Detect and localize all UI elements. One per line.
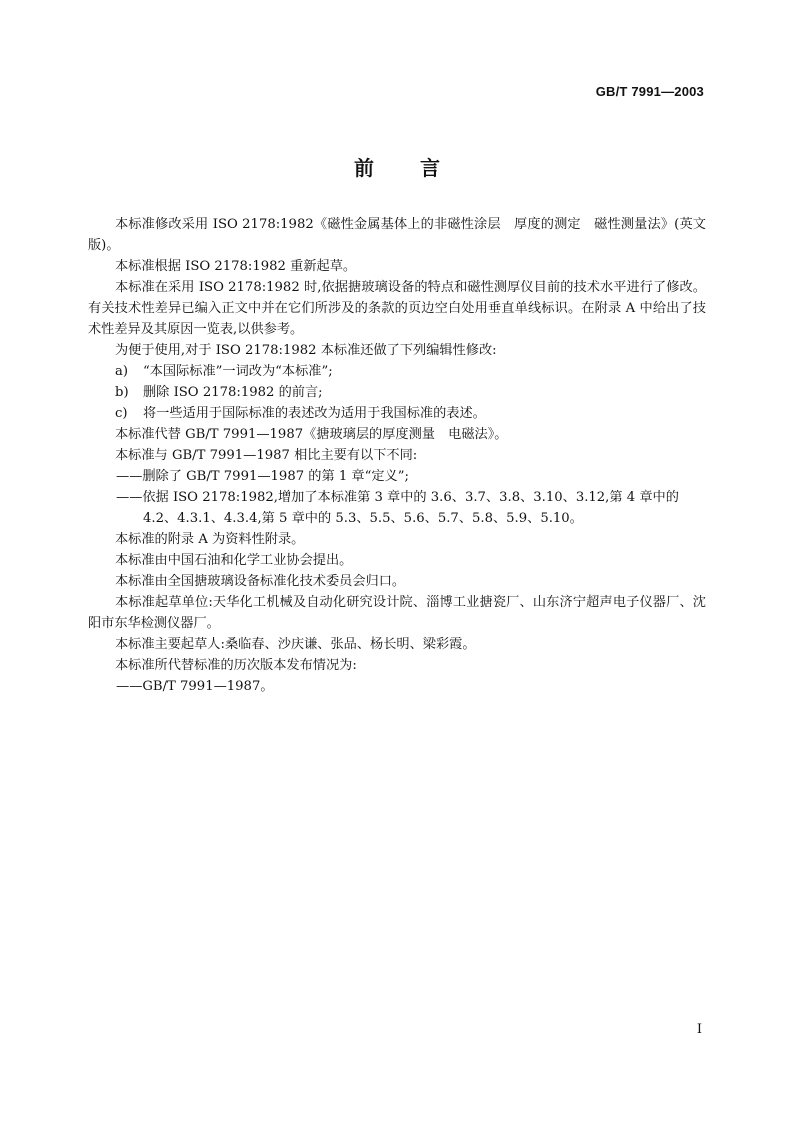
dash-list-item: ——删除了 GB/T 7991—1987 的第 1 章“定义”; [116, 469, 409, 484]
paragraph-committee: 本标准由全国搪玻璃设备标准化技术委员会归口。 [115, 574, 406, 589]
paragraph-differences: 本标准与 GB/T 7991—1987 相比主要有以下不同: [115, 448, 418, 463]
list-item-text: 将一些适用于国际标准的表述改为适用于我国标准的表述。 [143, 406, 486, 421]
list-item [88, 403, 706, 424]
list-marker: a) [115, 364, 129, 379]
page-number: I [696, 1022, 702, 1037]
paragraph-history: 本标准所代替标准的历次版本发布情况为: [115, 658, 357, 673]
paragraph-drafting-units: 本标准起草单位:天华化工机械及自动化研究设计院、淄博工业搪瓷厂、山东济宁超声电子仪器厂、沈阳市东华检测仪器厂。 [88, 595, 706, 631]
paragraph-proposer: 本标准由中国石油和化学工业协会提出。 [115, 553, 353, 568]
paragraph-adoption: 本标准修改采用 ISO 2178:1982《磁性金属基体上的非磁性涂层 厚度的测定 磁性测量法》(英文版)。 [88, 217, 706, 253]
document-number: GB/T 7991—2003 [595, 84, 704, 99]
paragraph-modifications: 本标准在采用 ISO 2178:1982 时,依据搪玻璃设备的特点和磁性测厚仪目前的技术水平进行了修改。有关技术性差异已编入正文中并在它们所涉及的条款的页边空白处用垂直单线标识。在附录 A 中给出了技术性差异及其原因一览表,以供参考。 [88, 280, 706, 337]
dash-list-item: ——依据 ISO 2178:1982,增加了本标准第 3 章中的 3.6、3.7、3.8、3.10、3.12,第 4 章中的 4.2、4.3.1、4.3.4,第 5 章中的 5.3、5.5、5.6、5.7、5.8、5.9、5.10。 [116, 490, 679, 526]
list-item-text: “本国际标准”一词改为“本标准”; [143, 364, 333, 379]
paragraph-drafters: 本标准主要起草人:桑临春、沙庆谦、张品、杨长明、梁彩霞。 [115, 637, 476, 652]
paragraph-drafting-basis: 本标准根据 ISO 2178:1982 重新起草。 [115, 259, 357, 274]
paragraph-editorial-intro: 为便于使用,对于 ISO 2178:1982 本标准还做了下列编辑性修改: [115, 343, 497, 358]
paragraph-replacement: 本标准代替 GB/T 7991—1987《搪玻璃层的厚度测量 电磁法》。 [115, 427, 508, 442]
list-item [88, 361, 706, 382]
page-title: 前言 [354, 156, 486, 180]
list-marker: b) [115, 385, 129, 400]
paragraph-annex: 本标准的附录 A 为资料性附录。 [115, 532, 305, 547]
dash-list-item: ——GB/T 7991—1987。 [116, 679, 274, 694]
list-marker: c) [115, 406, 128, 421]
preface-body [88, 214, 706, 697]
list-item [88, 382, 706, 403]
list-item-text: 删除 ISO 2178:1982 的前言; [143, 385, 323, 400]
